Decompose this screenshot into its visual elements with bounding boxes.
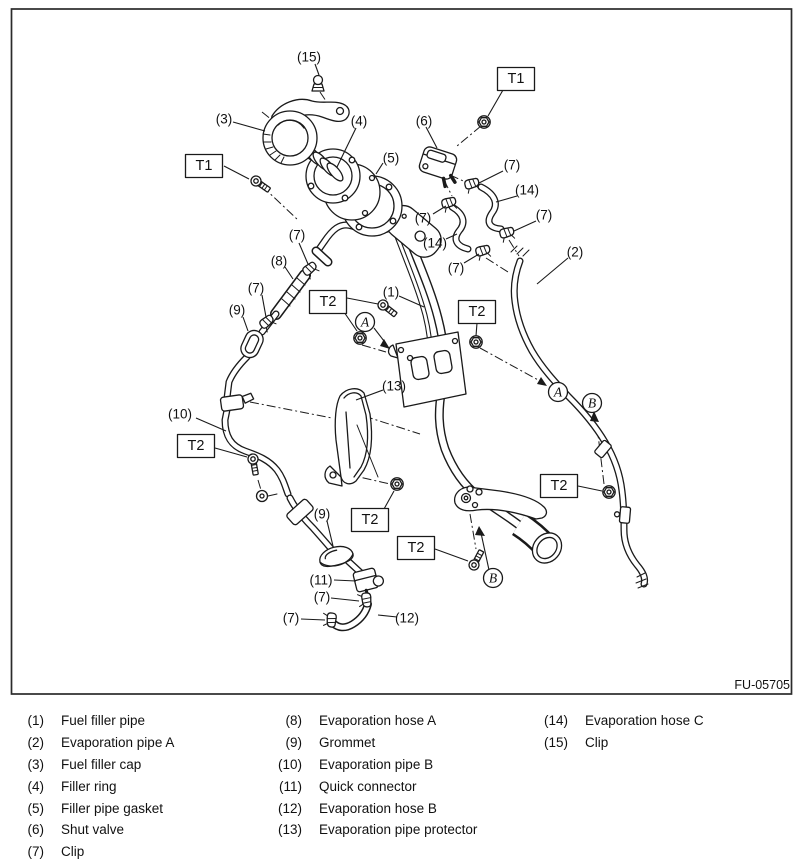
svg-text:(2): (2) <box>566 244 584 260</box>
part-number-callout <box>383 285 400 300</box>
torque-callout <box>398 537 435 560</box>
legend-item-label: Fuel filler pipe <box>61 713 146 729</box>
part-number-callout <box>415 211 432 226</box>
legend-item <box>272 775 477 797</box>
svg-text:T2: T2 <box>550 478 568 494</box>
legend-item <box>272 754 477 776</box>
legend-item-number: (14) <box>543 713 568 729</box>
svg-text:(7): (7) <box>414 210 432 226</box>
legend-item-label: Grommet <box>319 735 376 751</box>
svg-text:(11): (11) <box>309 572 333 588</box>
svg-text:(7): (7) <box>313 589 331 605</box>
svg-text:(7): (7) <box>503 157 521 173</box>
legend-item <box>14 775 174 797</box>
svg-text:(14): (14) <box>514 182 540 198</box>
fuel-filler-cap <box>263 111 317 165</box>
legend-item-label: Evaporation pipe A <box>61 735 175 751</box>
legend-item-label: Evaporation pipe protector <box>319 822 478 838</box>
part-number-callout <box>383 151 400 166</box>
svg-text:(7): (7) <box>535 207 553 223</box>
legend-item <box>272 819 477 841</box>
legend-item-label: Clip <box>61 844 85 860</box>
part-number-callout <box>515 183 539 198</box>
legend-item-number: (11) <box>278 778 302 794</box>
part-number-callout <box>248 281 265 296</box>
part-number-callout <box>289 228 306 243</box>
part-number-callout <box>297 50 321 65</box>
legend-item-number: (8) <box>285 713 302 729</box>
torque-callout <box>498 68 535 91</box>
legend-item <box>272 710 477 732</box>
svg-text:A: A <box>360 314 370 330</box>
svg-text:(7): (7) <box>288 227 306 243</box>
part-number-callout <box>448 261 465 276</box>
legend-column-2 <box>272 710 477 841</box>
legend-item <box>14 797 174 819</box>
svg-text:A: A <box>553 384 563 400</box>
svg-text:(9): (9) <box>228 302 246 318</box>
svg-text:(12): (12) <box>394 610 420 626</box>
legend-item-number: (3) <box>27 756 44 772</box>
parts-legend <box>0 708 803 862</box>
svg-text:T2: T2 <box>319 294 337 310</box>
part-number-callout <box>314 590 331 605</box>
svg-text:(13): (13) <box>381 378 407 394</box>
bolt-ref-callout <box>583 394 602 413</box>
shut-valve-part <box>416 145 463 188</box>
legend-item-number: (15) <box>543 735 568 751</box>
part-number-callout <box>382 379 406 394</box>
figure-code: FU-05705 <box>734 678 790 692</box>
legend-item <box>14 710 174 732</box>
part-number-callout <box>309 573 332 588</box>
svg-text:(6): (6) <box>415 113 433 129</box>
part-number-callout <box>314 507 331 522</box>
svg-text:(4): (4) <box>350 113 368 129</box>
legend-item-number: (5) <box>27 800 44 816</box>
svg-text:T2: T2 <box>361 512 379 528</box>
legend-item-label: Evaporation hose B <box>319 800 437 816</box>
part-number-callout <box>271 254 288 269</box>
part-number-callout <box>416 114 433 129</box>
legend-column-3 <box>538 710 704 754</box>
svg-text:(10): (10) <box>167 406 193 422</box>
svg-text:(1): (1) <box>382 284 400 300</box>
legend-item <box>14 841 174 862</box>
svg-text:T2: T2 <box>187 438 205 454</box>
torque-callout <box>541 475 578 498</box>
legend-item-label: Evaporation hose C <box>585 713 704 729</box>
part-number-callout <box>283 611 300 626</box>
legend-item-label: Shut valve <box>61 822 125 838</box>
part-number-callout <box>351 114 368 129</box>
svg-text:(15): (15) <box>296 49 322 65</box>
legend-item-number: (1) <box>27 713 44 729</box>
svg-text:(3): (3) <box>215 111 233 127</box>
legend-item <box>272 797 477 819</box>
torque-callout <box>186 155 223 178</box>
legend-item-label: Fuel filler cap <box>61 756 142 772</box>
pipe-bracket-part <box>389 332 466 407</box>
pipe-protector-part <box>325 389 378 486</box>
svg-text:(14): (14) <box>422 235 448 251</box>
svg-text:T1: T1 <box>195 158 213 174</box>
clip-15-part <box>312 76 324 92</box>
legend-item <box>14 732 174 754</box>
legend-item-number: (12) <box>277 800 302 816</box>
legend-item-label: Clip <box>585 735 609 751</box>
part-number-callout <box>395 611 419 626</box>
bolt-ref-callout <box>484 569 503 588</box>
legend-item <box>14 754 174 776</box>
part-number-callout <box>168 407 192 422</box>
legend-item-number: (6) <box>27 822 44 838</box>
svg-text:B: B <box>587 395 597 411</box>
part-number-callout <box>567 245 584 260</box>
svg-text:(7): (7) <box>247 280 265 296</box>
part-number-callout <box>504 158 521 173</box>
svg-text:(5): (5) <box>382 150 400 166</box>
legend-item-label: Quick connector <box>319 778 417 794</box>
svg-text:(7): (7) <box>282 610 300 626</box>
torque-callout <box>352 509 389 532</box>
torque-callout <box>459 301 496 324</box>
legend-column-1 <box>14 710 174 862</box>
legend-item-number: (4) <box>27 778 44 794</box>
legend-item-label: Filler pipe gasket <box>61 800 164 816</box>
legend-item-number: (13) <box>277 822 302 838</box>
diagram-artwork <box>12 9 792 694</box>
svg-text:(8): (8) <box>270 253 288 269</box>
torque-callout <box>310 291 347 314</box>
svg-text:B: B <box>488 570 498 586</box>
part-number-callout <box>229 303 246 318</box>
part-number-callout <box>216 112 233 127</box>
legend-item-label: Evaporation pipe B <box>319 756 434 772</box>
svg-text:(9): (9) <box>313 506 331 522</box>
legend-item-label: Filler ring <box>61 778 117 794</box>
part-number-callout <box>536 208 553 223</box>
legend-item-number: (10) <box>277 756 302 772</box>
svg-text:T2: T2 <box>407 540 425 556</box>
legend-item-number: (7) <box>27 844 44 860</box>
bolt-ref-callout <box>356 313 375 332</box>
legend-item-label: Evaporation hose A <box>319 713 437 729</box>
legend-item <box>14 819 174 841</box>
svg-text:T1: T1 <box>507 71 525 87</box>
legend-item <box>272 732 477 754</box>
legend-item-number: (2) <box>27 735 44 751</box>
svg-text:(7): (7) <box>447 260 465 276</box>
torque-callout <box>178 435 215 458</box>
legend-item <box>538 732 704 754</box>
part-number-callout <box>423 236 447 251</box>
bolt-ref-callout <box>549 383 568 402</box>
legend-item <box>538 710 704 732</box>
svg-text:T2: T2 <box>468 304 486 320</box>
legend-item-number: (9) <box>285 735 302 751</box>
